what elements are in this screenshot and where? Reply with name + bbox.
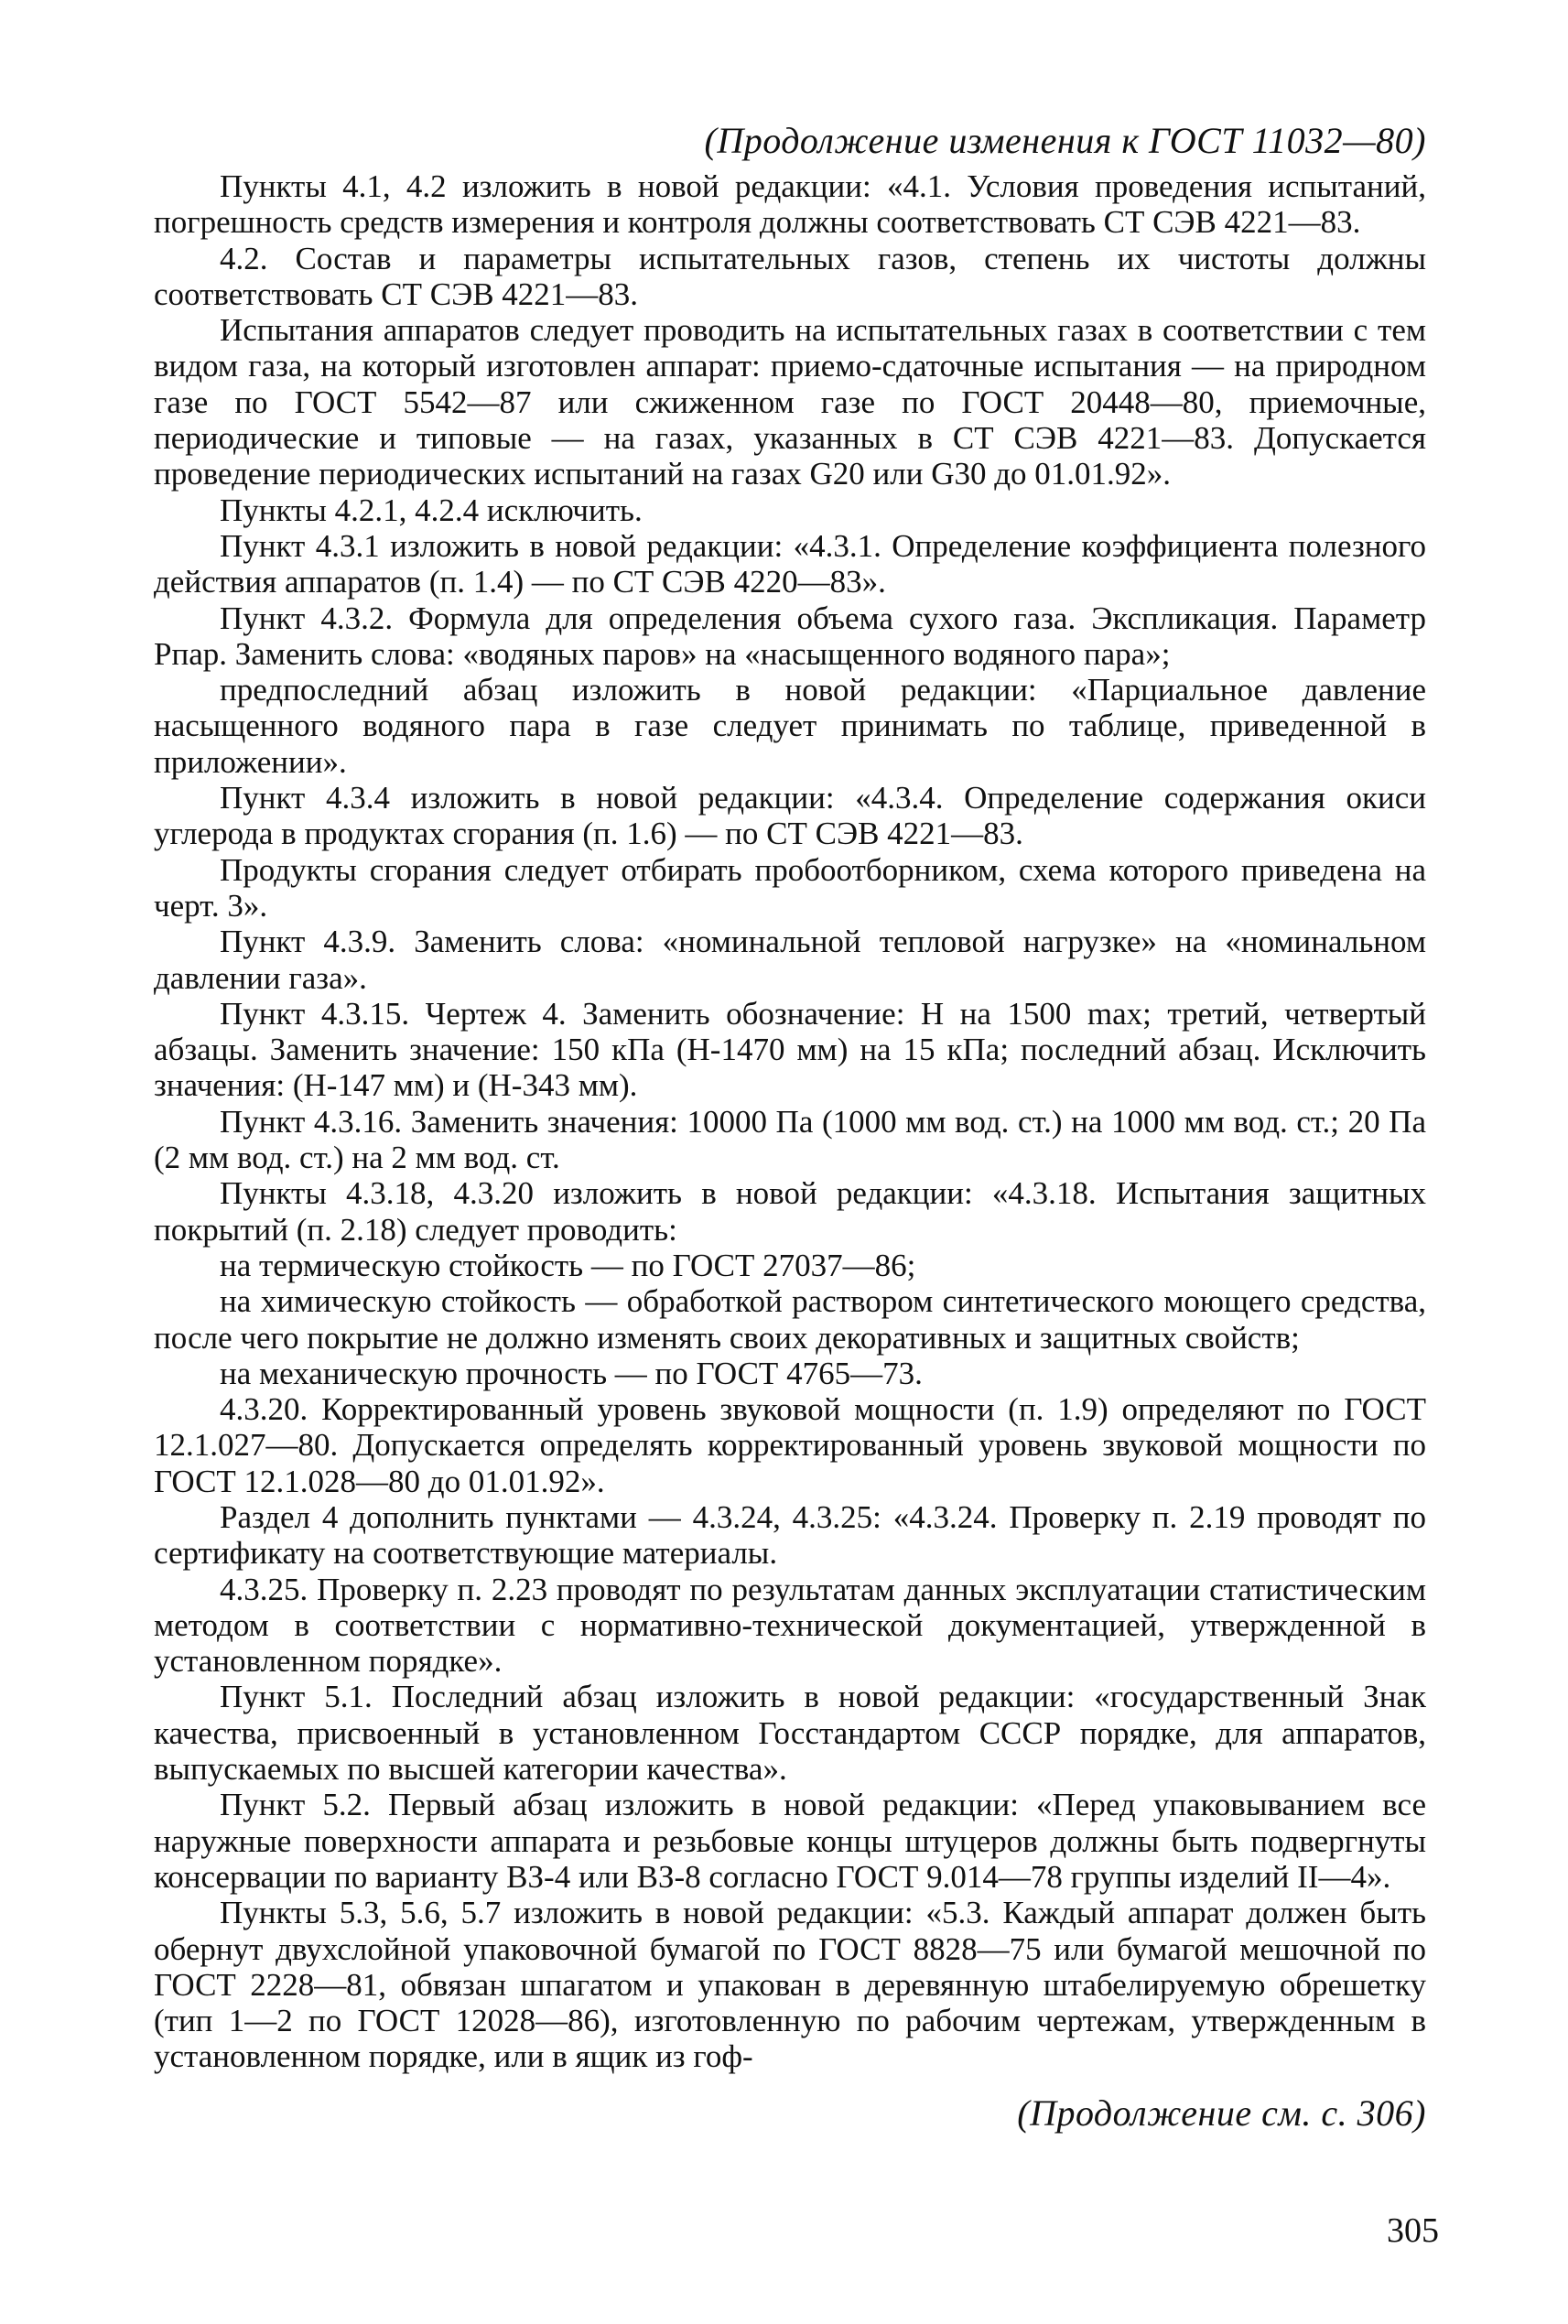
page-number: 305 — [1387, 2211, 1439, 2250]
paragraph: 4.2. Состав и параметры испытательных газов, степень их чистоты должны соответствовать СТ СЭВ 4221—83. — [154, 240, 1426, 312]
paragraph: Пункт 5.1. Последний абзац изложить в новой редакции: «государственный Знак качества, присвоенный в установленном Госстандартом СССР порядке, для аппаратов, выпускаемых по высшей категории качества». — [154, 1679, 1426, 1788]
continuation-header: (Продолжение изменения к ГОСТ 11032—80) — [704, 120, 1426, 161]
paragraph: Пункты 4.2.1, 4.2.4 исключить. — [220, 492, 643, 528]
paragraph: Пункт 4.3.15. Чертеж 4. Заменить обозначение: H на 1500 max; третий, четвертый абзацы. Заменить значение: 150 кПа (H-1470 мм) на 15 кПа; последний абзац. Исключить значения: (H-147 мм) и (H-343 мм). — [154, 995, 1426, 1104]
paragraph: 4.3.25. Проверку п. 2.23 проводят по результатам данных эксплуатации статистическим методом в соответствии с нормативно-технической документацией, утвержденной в установленном порядке». — [154, 1571, 1426, 1680]
paragraph: Испытания аппаратов следует проводить на испытательных газах в соответствии с тем видом газа, на который изготовлен аппарат: приемо-сдаточные испытания — на природном газе по ГОСТ 5542—87 или сжиженном газе по ГОСТ 20448—80, приемочные, периодические и типовые — на газах, указанных в СТ СЭВ 4221—83. Допускается проведение периодических испытаний на газах G20 или G30 до 01.01.92». — [154, 312, 1426, 492]
paragraph: Пункт 4.3.16. Заменить значения: 10000 Па (1000 мм вод. ст.) на 1000 мм вод. ст.; 20 Па (2 мм вод. ст.) на 2 мм вод. ст. — [154, 1103, 1426, 1176]
paragraph: на химическую стойкость — обработкой раствором синтетического моющего средства, после чего покрытие не должно изменять своих декоративных и защитных свойств; — [154, 1283, 1426, 1356]
paragraph: Раздел 4 дополнить пунктами — 4.3.24, 4.3.25: «4.3.24. Проверку п. 2.19 проводят по сертификату на соответствующие материалы. — [154, 1498, 1426, 1572]
paragraph: Пункт 4.3.4 изложить в новой редакции: «4.3.4. Определение содержания окиси углерода в продуктах сгорания (п. 1.6) — по СТ СЭВ 4221—83. — [154, 780, 1426, 852]
paragraph: Продукты сгорания следует отбирать пробоотборником, схема которого приведена на черт. 3». — [154, 851, 1426, 924]
document-body — [154, 168, 1426, 2075]
paragraph: Пункты 4.1, 4.2 изложить в новой редакции: «4.1. Условия проведения испытаний, погрешность средств измерения и контроля должны соответствовать СТ СЭВ 4221—83. — [154, 168, 1426, 241]
paragraph: 4.3.20. Корректированный уровень звуковой мощности (п. 1.9) определяют по ГОСТ 12.1.027—80. Допускается определять корректированный уровень звуковой мощности по ГОСТ 12.1.028—80 до 01.01.92». — [154, 1391, 1426, 1499]
paragraph: на механическую прочность — по ГОСТ 4765—73. — [220, 1355, 923, 1391]
document-page — [154, 119, 1426, 2135]
paragraph: предпоследний абзац изложить в новой редакции: «Парциальное давление насыщенного водяного пара в газе следует принимать по таблице, приведенной в приложении». — [154, 672, 1426, 780]
paragraph: Пункты 5.3, 5.6, 5.7 изложить в новой редакции: «5.3. Каждый аппарат должен быть обернут двухслойной упаковочной бумагой по ГОСТ 8828—75 или бумагой мешочной по ГОСТ 2228—81, обвязан шпагатом и упакован в деревянную штабелируемую обрешетку (тип 1—2 по ГОСТ 12028—86), изготовленную по рабочим чертежам, утвержденным в установленном порядке, или в ящик из гоф- — [154, 1895, 1426, 2075]
paragraph: Пункт 4.3.2. Формула для определения объема сухого газа. Экспликация. Параметр Pпар. Заменить слова: «водяных паров» на «насыщенного водяного пара»; — [154, 600, 1426, 672]
paragraph: Пункт 5.2. Первый абзац изложить в новой редакции: «Перед упаковыванием все наружные поверхности аппарата и резьбовые концы штуцеров должны быть подвергнуты консервации по варианту ВЗ-4 или ВЗ-8 согласно ГОСТ 9.014—78 группы изделий II—4». — [154, 1787, 1426, 1895]
paragraph: на термическую стойкость — по ГОСТ 27037—86; — [220, 1247, 916, 1283]
paragraph: Пункт 4.3.9. Заменить слова: «номинальной тепловой нагрузке» на «номинальном давлении газа». — [154, 924, 1426, 996]
continuation-footer: (Продолжение см. с. 306) — [1017, 2092, 1426, 2134]
paragraph: Пункты 4.3.18, 4.3.20 изложить в новой редакции: «4.3.18. Испытания защитных покрытий (п. 2.18) следует проводить: — [154, 1175, 1426, 1248]
paragraph: Пункт 4.3.1 изложить в новой редакции: «4.3.1. Определение коэффициента полезного действия аппаратов (п. 1.4) — по СТ СЭВ 4220—83». — [154, 527, 1426, 600]
